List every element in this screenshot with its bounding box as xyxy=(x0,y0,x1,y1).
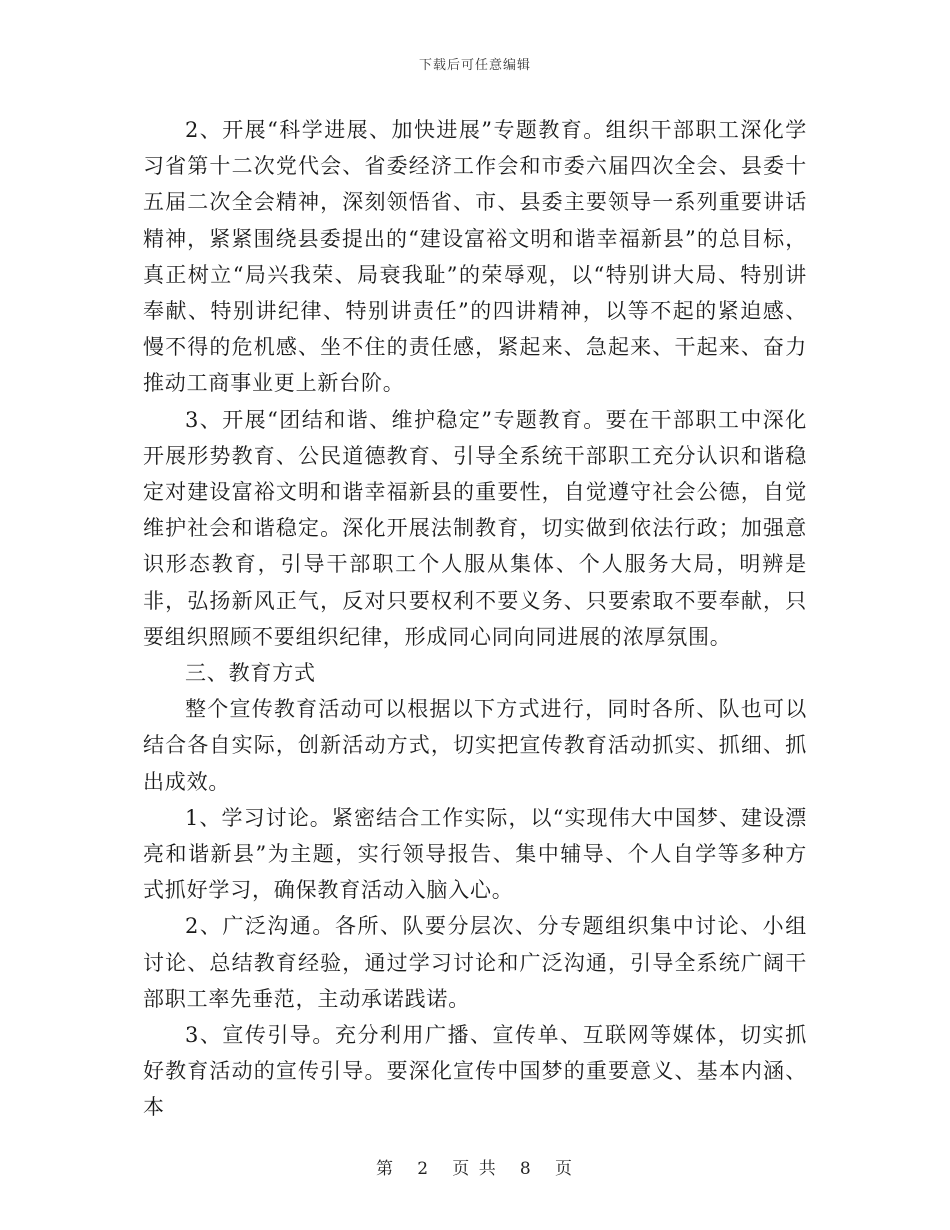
footer-prefix: 第 xyxy=(376,1159,396,1179)
footer-middle: 页 共 xyxy=(452,1159,498,1179)
footer-total-pages: 8 xyxy=(519,1159,533,1179)
paragraph-science-development: 2、开展“科学进展、加快进展”专题教育。组织干部职工深化学习省第十二次党代会、省委经济工作会和市委六届四次全会、县委十五届二次全会精神，深刻领悟省、市、县委主要领导一系列重要讲话精神，紧紧围绕县委提出的“建设富裕文明和谐幸福新县”的总目标，真正树立“局兴我荣、局衰我耻”的荣辱观，以“特别讲大局、特别讲奉献、特别讲纪律、特别讲责任”的四讲精神，以等不起的紧迫感、慢不得的危机感、坐不住的责任感，紧起来、急起来、干起来、奋力推动工商事业更上新台阶。 xyxy=(143,118,807,396)
paragraph-unity-harmony: 3、开展“团结和谐、维护稳定”专题教育。要在干部职工中深化开展形势教育、公民道德教育、引导全系统干部职工充分认识和谐稳定对建设富裕文明和谐幸福新县的重要性，自觉遵守社会公德，自觉维护社会和谐稳定。深化开展法制教育，切实做到依法行政；加强意识形态教育，引导干部职工个人服从集体、个人服务大局，明辨是非，弘扬新风正气，反对只要权利不要义务、只要索取不要奉献，只要组织照顾不要组织纪律，形成同心同向同进展的浓厚氛围。 xyxy=(143,407,807,649)
page-footer xyxy=(0,1154,950,1179)
page-header: 下载后可任意编辑 xyxy=(418,58,531,73)
paragraph-publicity: 3、宣传引导。充分利用广播、宣传单、互联网等媒体，切实抓好教育活动的宣传引导。要深化宣传中国梦的重要意义、基本内涵、本 xyxy=(143,1023,807,1120)
document-body xyxy=(143,112,807,1126)
paragraph-communication: 2、广泛沟通。各所、队要分层次、分专题组织集中讨论、小组讨论、总结教育经验，通过学习讨论和广泛沟通，引导全系统广阔干部职工率先垂范，主动承诺践诺。 xyxy=(143,914,807,1011)
paragraph-methods-intro: 整个宣传教育活动可以根据以下方式进行，同时各所、队也可以结合各自实际，创新活动方式，切实把宣传教育活动抓实、抓细、抓出成效。 xyxy=(143,697,807,794)
section-heading-education-methods: 三、教育方式 xyxy=(185,661,316,686)
paragraph-study-discussion: 1、学习讨论。紧密结合工作实际，以“实现伟大中国梦、建设漂亮和谐新县”为主题，实行领导报告、集中辅导、个人自学等多种方式抓好学习，确保教育活动入脑入心。 xyxy=(143,805,807,903)
footer-page-number: 2 xyxy=(417,1159,431,1179)
footer-suffix: 页 xyxy=(554,1159,574,1179)
